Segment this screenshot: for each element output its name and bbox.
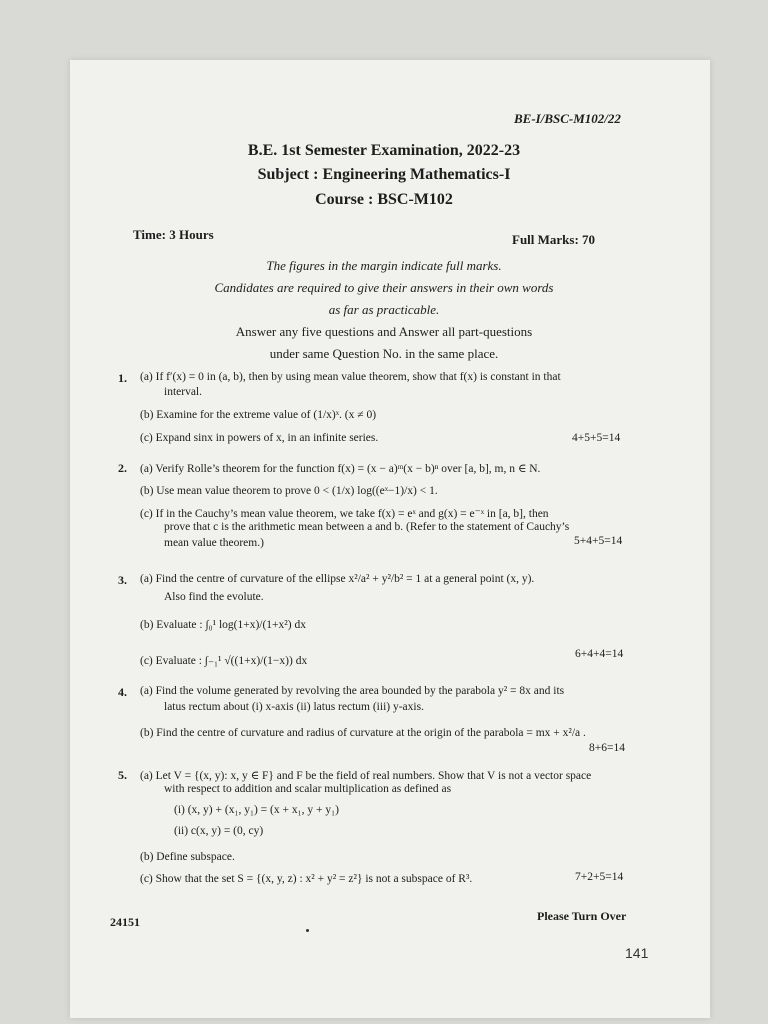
instruction-line-4: Answer any five questions and Answer all part-questions (235, 324, 533, 339)
question-line: (a) Let V = {(x, y): x, y ∈ F} and F be the field of real numbers. Show that V is not a vector space (140, 770, 592, 782)
question-line: (c) Evaluate : ∫₋₁¹ √((1+x)/(1−x)) dx (140, 655, 308, 667)
question-line: (i) (x, y) + (x₁, y₁) = (x + x₁, y + y₁) (174, 804, 339, 816)
question-line: (b) Find the centre of curvature and radius of curvature at the origin of the parabola = mx + x²/a . (140, 727, 586, 739)
course-line: Course : BSC-M102 (315, 191, 453, 208)
question-line: (ii) c(x, y) = (0, cy) (174, 825, 264, 837)
instruction-line-2: Candidates are required to give their answers in their own words (214, 280, 554, 295)
time-label: Time: 3 Hours (133, 227, 214, 242)
paper-code: BE-I/BSC-M102/22 (514, 111, 621, 126)
question-marks: 6+4+4=14 (575, 648, 624, 660)
question-marks: 5+4+5=14 (574, 535, 623, 547)
question-line: with respect to addition and scalar multiplication as defined as (164, 783, 452, 795)
question-line: (c) Show that the set S = {(x, y, z) : x² + y² = z²} is not a subspace of R³. (140, 873, 473, 885)
question-line: prove that c is the arithmetic mean between a and b. (Refer to the statement of Cauchy’s (164, 521, 570, 533)
question-line: (b) Examine for the extreme value of (1/x)ˣ. (x ≠ 0) (140, 409, 377, 421)
footer-code: 24151 (110, 915, 140, 929)
question-line: (b) Define subspace. (140, 851, 235, 863)
question-line: mean value theorem.) (164, 537, 264, 549)
page-number: 141 (625, 945, 649, 961)
question-line: (c) If in the Cauchy’s mean value theorem, we take f(x) = eˣ and g(x) = e⁻ˣ in [a, b], then (140, 508, 549, 520)
question-line: (c) Expand sinx in powers of x, in an infinite series. (140, 432, 379, 444)
question-number: 3. (118, 573, 127, 587)
exam-title: B.E. 1st Semester Examination, 2022-23 (247, 142, 521, 159)
question-marks: 7+2+5=14 (575, 871, 624, 883)
instruction-line-3: as far as practicable. (328, 302, 440, 317)
instruction-line-5: under same Question No. in the same place. (269, 346, 499, 361)
full-marks-label: Full Marks: 70 (512, 232, 596, 247)
instruction-line-1: The figures in the margin indicate full marks. (266, 258, 502, 273)
question-line: Also find the evolute. (164, 591, 264, 603)
question-line: (a) Find the volume generated by revolving the area bounded by the parabola y² = 8x and its (140, 685, 565, 697)
question-number: 5. (118, 768, 127, 782)
ink-dot (306, 929, 309, 932)
question-number: 2. (118, 461, 127, 475)
question-number: 4. (118, 685, 127, 699)
question-line: (a) Verify Rolle’s theorem for the function f(x) = (x − a)ᵐ(x − b)ⁿ over [a, b], m, n ∈ N. (140, 463, 541, 475)
subject-line: Subject : Engineering Mathematics-I (257, 166, 511, 183)
question-line: (b) Use mean value theorem to prove 0 < (1/x) log((eˣ−1)/x) < 1. (140, 485, 438, 497)
question-line: (a) If f′(x) = 0 in (a, b), then by using mean value theorem, show that f(x) is constant in that (140, 371, 561, 383)
question-line: (b) Evaluate : ∫₀¹ log(1+x)/(1+x²) dx (140, 619, 306, 631)
question-line: (a) Find the centre of curvature of the ellipse x²/a² + y²/b² = 1 at a general point (x, y). (140, 573, 535, 585)
please-turn-over: Please Turn Over (537, 909, 627, 923)
question-marks: 8+6=14 (589, 742, 625, 754)
question-number: 1. (118, 371, 127, 385)
question-marks: 4+5+5=14 (572, 432, 621, 444)
question-line: interval. (164, 386, 202, 398)
question-line: latus rectum about (i) x-axis (ii) latus rectum (iii) y-axis. (164, 701, 424, 713)
